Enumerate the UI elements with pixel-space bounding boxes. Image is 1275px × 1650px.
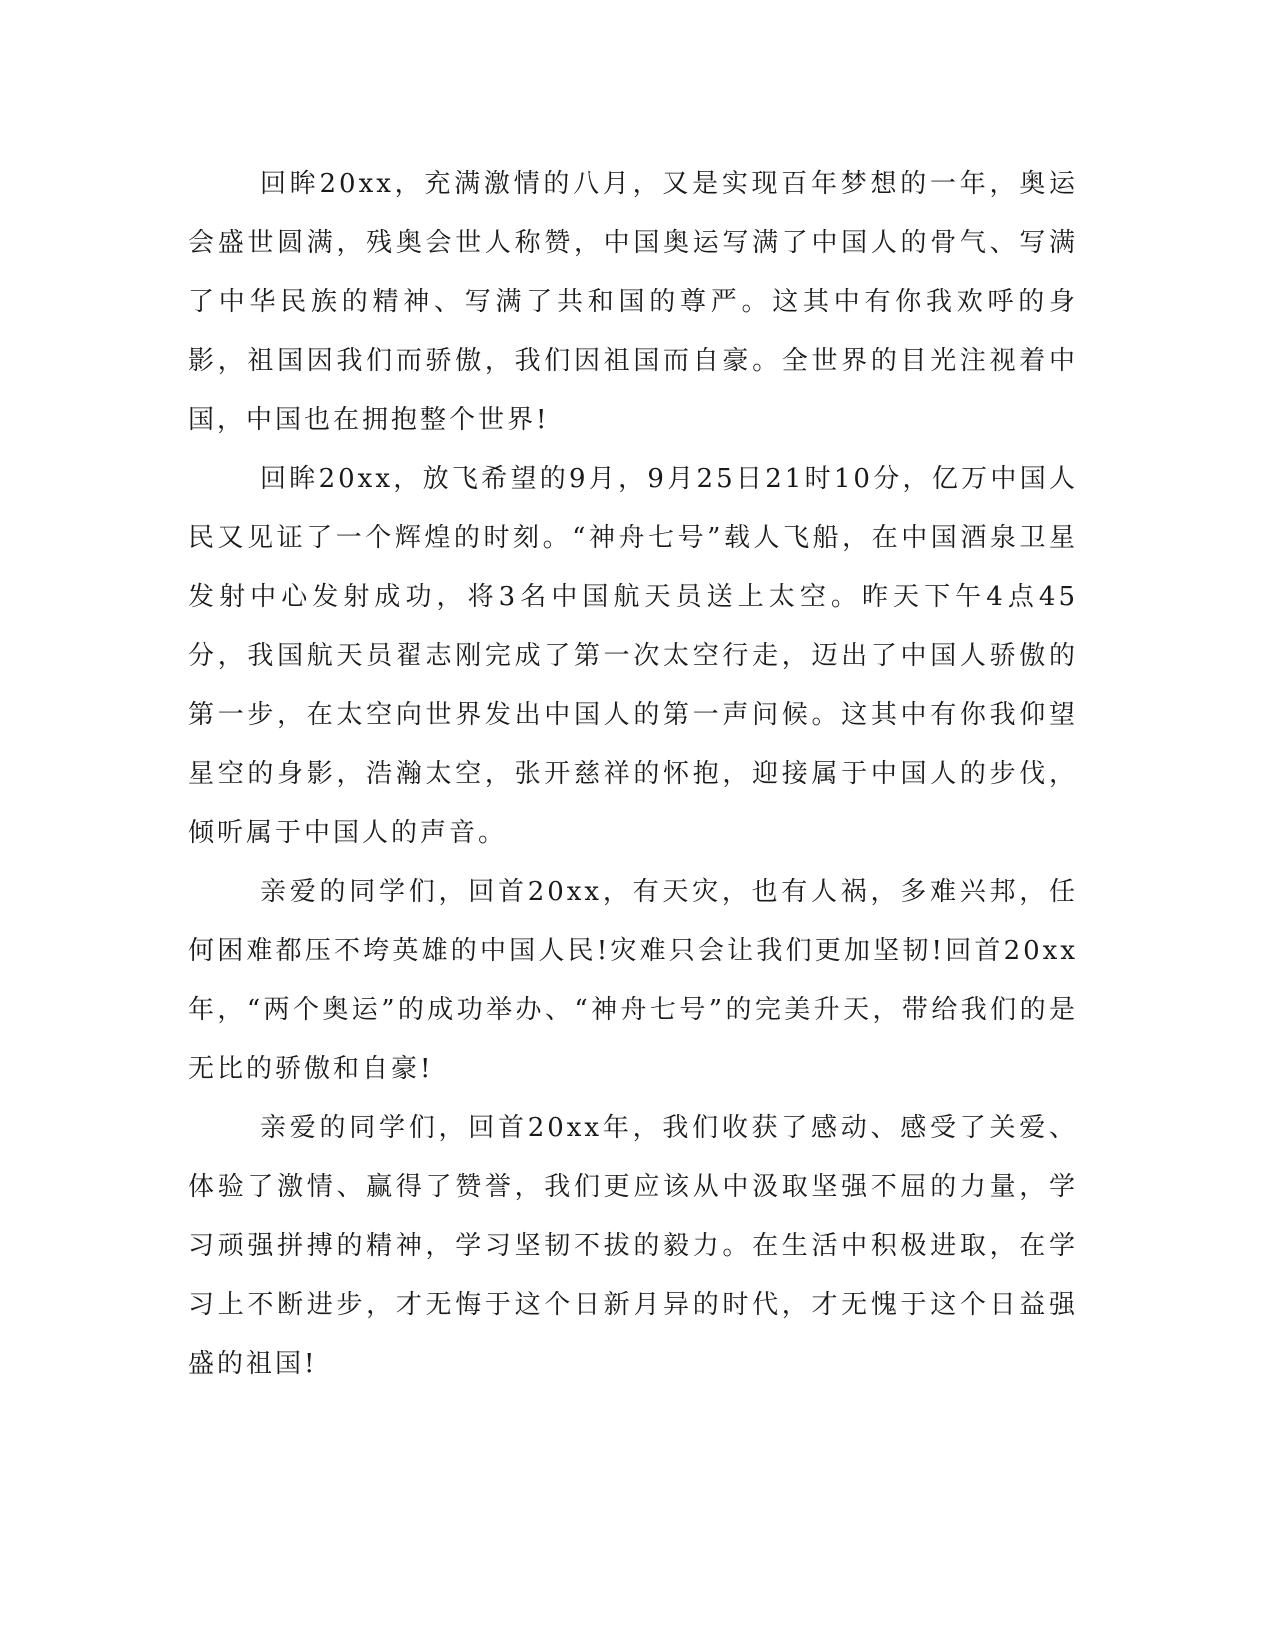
- paragraph-1: 回眸20xx，充满激情的八月，又是实现百年梦想的一年，奥运会盛世圆满，残奥会世人称赞，中国奥运写满了中国人的骨气、写满了中华民族的精神、写满了共和国的尊严。这其中有你我欢呼的身影，祖国因我们而骄傲，我们因祖国而自豪。全世界的目光注视着中国，中国也在拥抱整个世界!: [188, 169, 1078, 435]
- paragraph-3: 亲爱的同学们，回首20xx，有天灾，也有人祸，多难兴邦，任何困难都压不垮英雄的中国人民!灾难只会让我们更加坚韧!回首20xx年，“两个奥运”的成功举办、“神舟七号”的完美升天，带给我们的是无比的骄傲和自豪!: [188, 877, 1078, 1084]
- document-body: [188, 155, 1078, 1394]
- paragraph-2: 回眸20xx，放飞希望的9月，9月25日21时10分，亿万中国人民又见证了一个辉煌的时刻。“神舟七号”载人飞船，在中国酒泉卫星发射中心发射成功，将3名中国航天员送上太空。昨天下午4点45分，我国航天员翟志刚完成了第一次太空行走，迈出了中国人骄傲的第一步，在太空向世界发出中国人的第一声问候。这其中有你我仰望星空的身影，浩瀚太空，张开慈祥的怀抱，迎接属于中国人的步伐，倾听属于中国人的声音。: [188, 464, 1078, 848]
- paragraph-4: 亲爱的同学们，回首20xx年，我们收获了感动、感受了关爱、体验了激情、赢得了赞誉，我们更应该从中汲取坚强不屈的力量，学习顽强拼搏的精神，学习坚韧不拔的毅力。在生活中积极进取，在学习上不断进步，才无悔于这个日新月异的时代，才无愧于这个日益强盛的祖国!: [188, 1113, 1078, 1379]
